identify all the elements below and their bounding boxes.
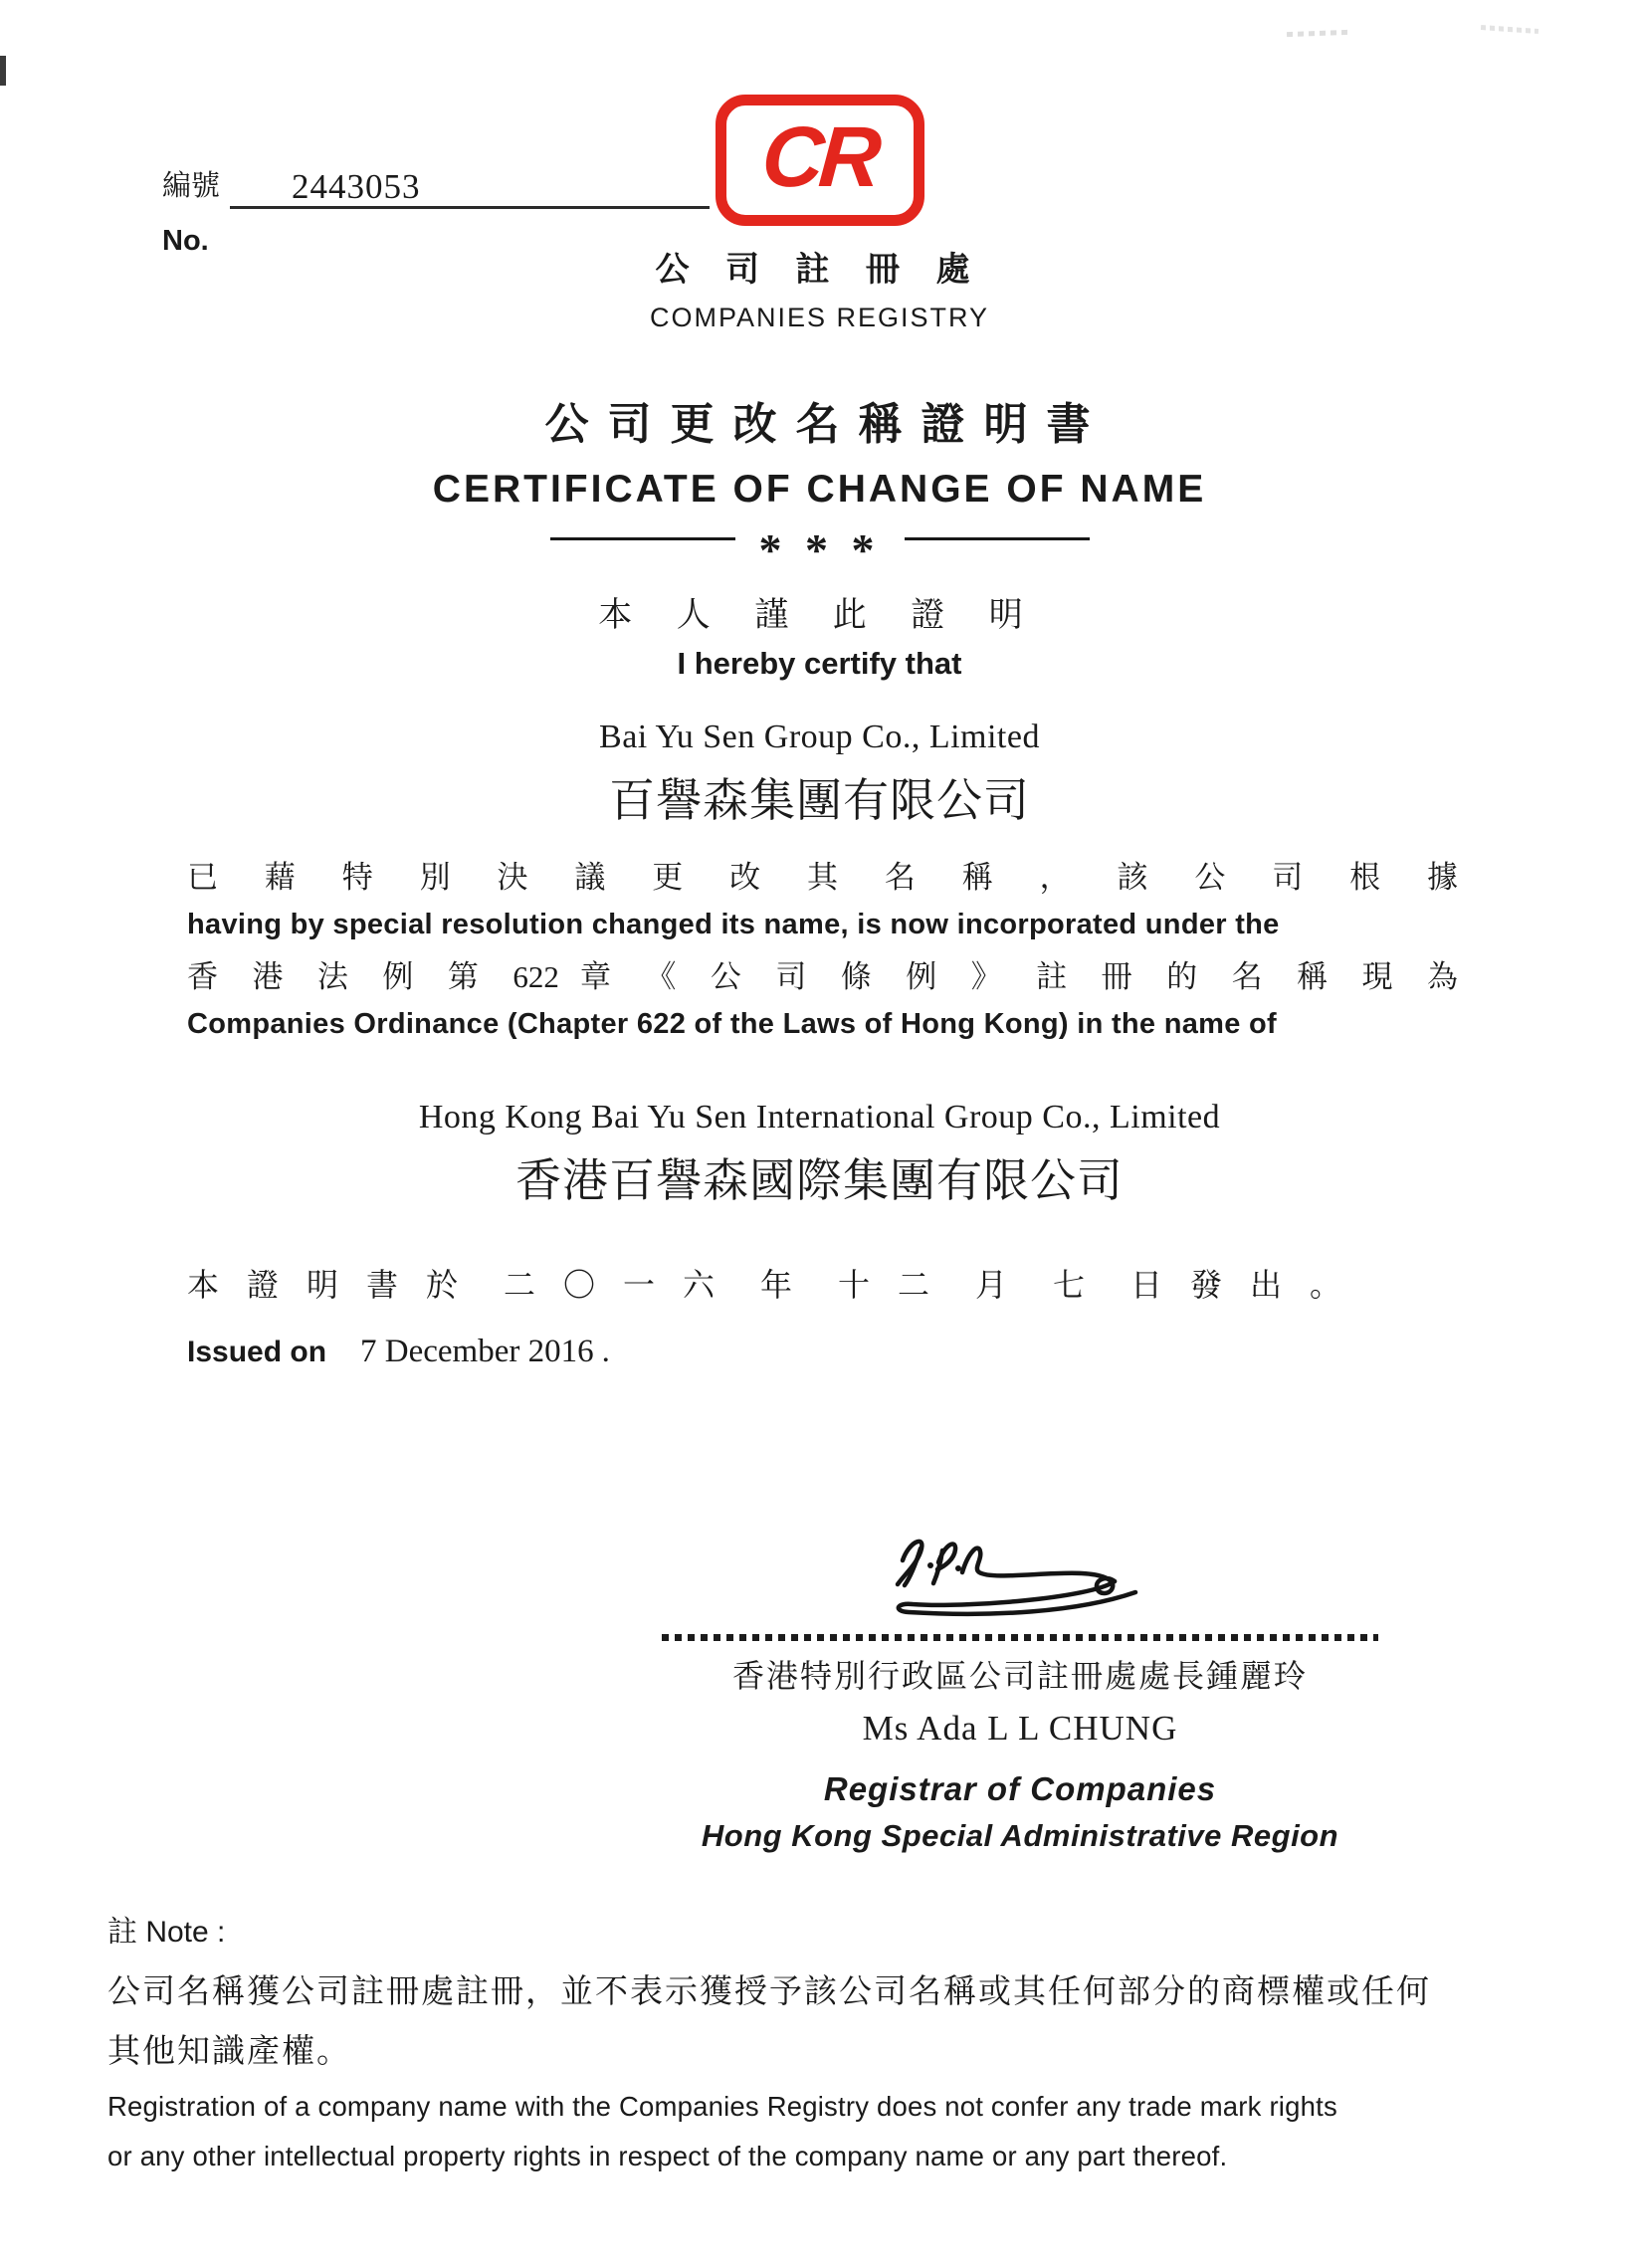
note-label: 註 Note :	[107, 1916, 226, 1949]
registrar-caption-zh: 香港特別行政區公司註冊處處長鍾麗玲	[731, 1658, 1308, 1694]
note-en-line1: Registration of a company name with the Companies Registry does not confer any trade mark rights	[107, 2091, 1337, 2123]
number-label-en: No.	[162, 225, 209, 257]
new-company-name	[0, 1099, 1639, 1210]
certify-en: I hereby certify that	[677, 646, 962, 681]
note-zh-line1: 公司名稱獲公司註冊處註冊，並不表示獲授予該公司名稱或其任何部分的商標權或任何	[107, 1974, 1431, 2010]
star-divider	[0, 524, 1639, 575]
footer-note	[107, 1907, 1539, 2180]
former-company-name	[0, 719, 1639, 830]
issue-date-period: .	[601, 1334, 610, 1369]
paragraph2-en: Companies Ordinance (Chapter 622 of the Laws of Hong Kong) in the name of	[187, 1008, 1277, 1040]
registry-header	[0, 95, 1639, 333]
cr-logo-text: CR	[759, 109, 880, 205]
paragraph2-zh: 香 港 法 例 第 622 章 《 公 司 條 例 》 註 冊 的 名 稱 現 為	[187, 959, 1458, 994]
registrar-region: Hong Kong Special Administrative Region	[701, 1818, 1339, 1853]
signature-dotted-line	[662, 1634, 1378, 1641]
paragraph1-en: having by special resolution changed its name, is now incorporated under the	[187, 909, 1280, 940]
scan-artifact	[1287, 30, 1348, 37]
registrar-name: Ms Ada L L CHUNG	[862, 1709, 1178, 1748]
registry-name-zh: 公 司 註 冊 處	[655, 252, 984, 289]
former-name-en: Bai Yu Sen Group Co., Limited	[599, 719, 1040, 755]
body-paragraph-1	[187, 852, 1458, 941]
paragraph1-zh: 已 藉 特 別 決 議 更 改 其 名 稱 ， 該 公 司 根 據	[187, 860, 1458, 895]
new-name-zh: 香港百譽森國際集團有限公司	[515, 1155, 1124, 1206]
body-paragraph-2	[187, 951, 1458, 1041]
divider-stars: * * *	[758, 524, 881, 575]
new-name-en: Hong Kong Bai Yu Sen International Group Co., Limited	[418, 1099, 1221, 1135]
note-zh-line2: 其他知識產權。	[107, 2034, 351, 2071]
scan-artifact	[1481, 25, 1538, 34]
registry-name-en: COMPANIES REGISTRY	[649, 303, 990, 332]
certify-statement	[0, 587, 1639, 682]
certificate-number: 2443053	[292, 167, 421, 206]
certify-zh: 本 人 謹 此 證 明	[598, 597, 1041, 634]
signature-block	[642, 1519, 1398, 1854]
issue-date-zh: 本 證 明 書 於 二 〇 一 六 年 十 二 月 七 日 發 出 。	[187, 1267, 1352, 1303]
document-title-block	[0, 388, 1639, 512]
divider-line-right	[905, 537, 1090, 540]
scan-artifact	[0, 56, 6, 86]
issue-date-block	[187, 1260, 1480, 1370]
document-title-zh: 公 司 更 改 名 稱 證 明 書	[544, 400, 1095, 449]
signature-image	[853, 1519, 1151, 1618]
issued-on-label: Issued on	[187, 1336, 327, 1368]
document-title-en: CERTIFICATE OF CHANGE OF NAME	[432, 468, 1207, 511]
former-name-zh: 百譽森集團有限公司	[609, 775, 1030, 826]
companies-registry-logo	[716, 95, 924, 226]
divider-line-left	[550, 537, 735, 540]
issue-date-en: 7 December 2016	[360, 1334, 594, 1369]
note-en-line2: or any other intellectual property rights in respect of the company name or any part thereof.	[107, 2140, 1228, 2171]
number-label-zh: 編號	[162, 170, 221, 202]
registrar-title: Registrar of Companies	[823, 1770, 1217, 1807]
